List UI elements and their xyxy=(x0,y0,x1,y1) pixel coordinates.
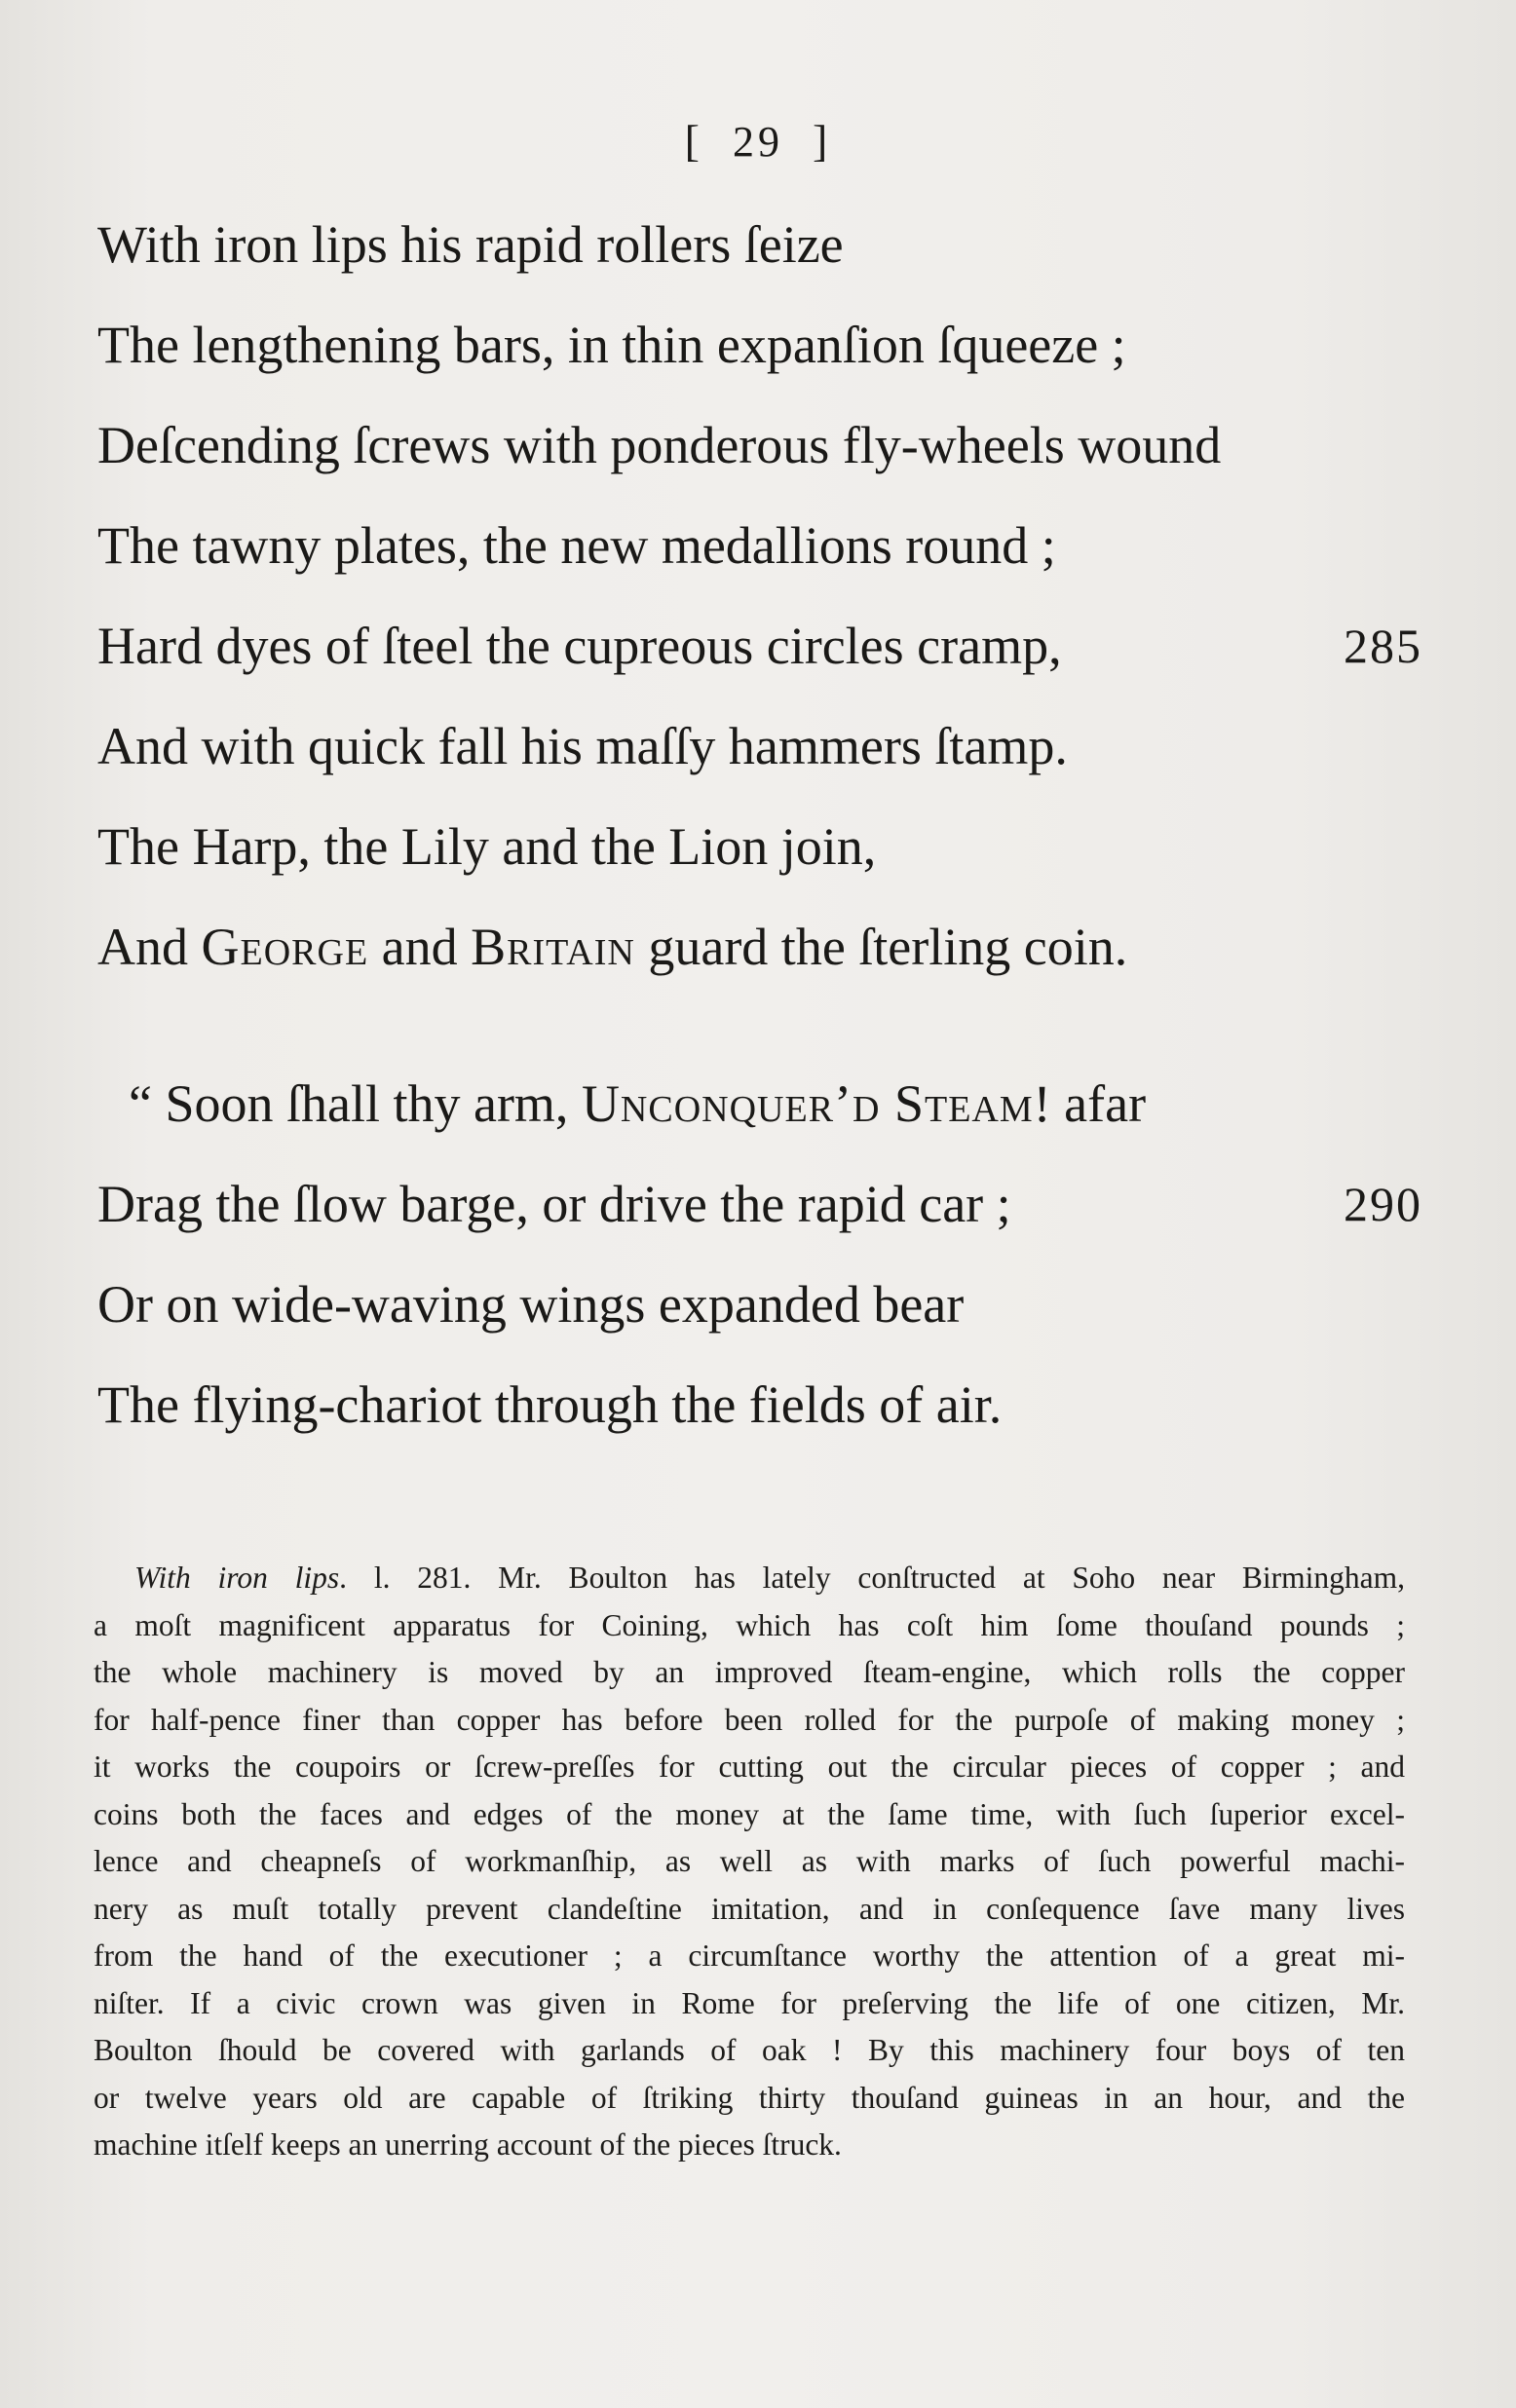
verse-line xyxy=(97,496,1422,596)
page-number-value: 29 xyxy=(733,118,783,166)
verse-text-post: guard the ſterling coin. xyxy=(634,918,1128,976)
verse-text: Deſcending ſcrews with ponderous fly-wheels wound xyxy=(97,416,1222,474)
verse-text-pre: “ Soon ſhall thy arm, xyxy=(129,1074,582,1133)
line-number: 290 xyxy=(1344,1177,1422,1231)
verse-text: Or on wide-waving wings expanded bear xyxy=(97,1275,965,1334)
footnote xyxy=(94,1555,1405,2169)
verse-line xyxy=(97,696,1422,797)
verse-text-pre: And xyxy=(97,918,202,976)
verse-line xyxy=(97,897,1422,997)
footnote-line: or twelve years old are capable of ſtriking thirty thouſand guineas in an hour, and the xyxy=(94,2080,1405,2115)
verse-line xyxy=(97,395,1422,496)
footnote-line: from the hand of the executioner ; a circumſtance worthy the attention of a great mi- xyxy=(94,1938,1405,1973)
verse-text: The Harp, the Lily and the Lion join, xyxy=(97,817,877,876)
verse-line xyxy=(97,295,1422,395)
verse-line xyxy=(97,1154,1422,1255)
footnote-line-text: . l. 281. Mr. Boulton has lately conſtructed at Soho near Birmingham, xyxy=(339,1561,1405,1595)
footnote-line: Boulton ſhould be covered with garlands of oak ! By this machinery four boys of ten xyxy=(94,2033,1405,2067)
footnote-line: the whole machinery is moved by an improved ſteam-engine, which rolls the copper xyxy=(94,1655,1405,1689)
verse-text: Drag the ſlow barge, or drive the rapid car ; xyxy=(97,1175,1011,1233)
footnote-line: a moſt magnificent apparatus for Coining, which has coſt him ſome thouſand pounds ; xyxy=(94,1607,1405,1642)
verse-text: The flying-chariot through the fields of air. xyxy=(97,1375,1003,1434)
verse-text-post: ! afar xyxy=(1033,1074,1147,1133)
small-caps-britain: Britain xyxy=(471,918,635,976)
footnote-line: niſter. If a civic crown was given in Rome for preſerving the life of one citizen, Mr. xyxy=(94,1985,1405,2020)
verse-line xyxy=(97,1054,1422,1154)
verse-text-mid: and xyxy=(368,918,472,976)
page-number-close-bracket: ] xyxy=(813,116,832,166)
footnote-line: lence and cheapneſs of workmanſhip, as well as with marks of ſuch powerful machi- xyxy=(94,1844,1405,1878)
poem-text xyxy=(97,195,1422,1455)
verse-text: With iron lips his rapid rollers ſeize xyxy=(97,215,844,274)
verse-line xyxy=(97,1255,1422,1355)
verse-line xyxy=(97,596,1422,696)
footnote-line: coins both the faces and edges of the money at the ſame time, with ſuch ſuperior excel- xyxy=(94,1796,1405,1831)
small-caps-george: George xyxy=(201,918,369,976)
footnote-line: it works the coupoirs or ſcrew-preſſes for cutting out the circular pieces of copper ; and xyxy=(94,1750,1405,1784)
footnote-line xyxy=(94,1555,1405,1602)
footnote-line: nery as muſt totally prevent clandeſtine imitation, and in conſequence ſave many lives xyxy=(94,1891,1405,1926)
verse-line xyxy=(97,797,1422,897)
footnote-line: for half-pence finer than copper has before been rolled for the purpoſe of making money ; xyxy=(94,1702,1405,1737)
verse-line xyxy=(97,1355,1422,1455)
verse-text: Hard dyes of ſteel the cupreous circles cramp, xyxy=(97,617,1062,675)
page-number-open-bracket: [ xyxy=(684,116,703,166)
verse-text: The tawny plates, the new medallions round ; xyxy=(97,516,1056,575)
verse-text: The lengthening bars, in thin expanſion ſqueeze ; xyxy=(97,316,1126,374)
small-caps-steam: Unconquer’d Steam xyxy=(581,1074,1034,1133)
line-number: 285 xyxy=(1344,619,1422,673)
verse-text: And with quick fall his maſſy hammers ſtamp. xyxy=(97,717,1068,775)
footnote-lemma: With iron lips xyxy=(134,1561,340,1595)
verse-line xyxy=(97,195,1422,295)
footnote-line: machine itſelf keeps an unerring account of the pieces ſtruck. xyxy=(94,2127,842,2162)
page-number xyxy=(0,115,1516,167)
